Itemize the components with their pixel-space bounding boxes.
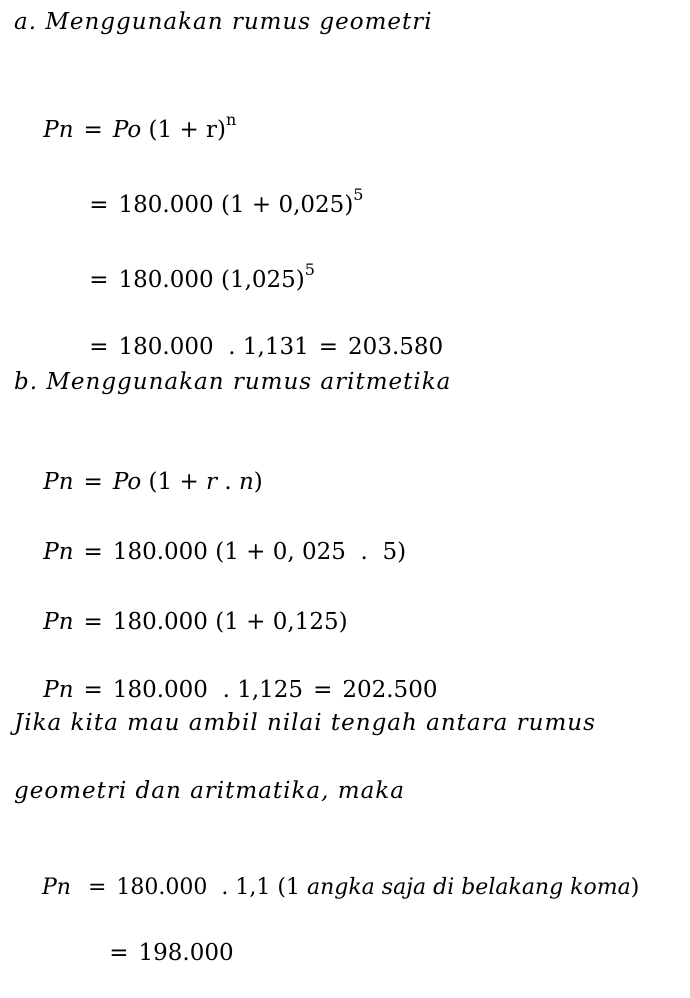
equals-sign: =: [89, 267, 109, 293]
note-close: ): [630, 875, 640, 900]
pn-symbol: Pn: [43, 677, 74, 703]
growth-factor: 1,131: [242, 334, 309, 360]
growth-base: (1 + r): [148, 117, 226, 143]
po-symbol: Po: [112, 117, 142, 143]
pn-symbol: Pn: [43, 469, 74, 495]
initial-value: 180.000: [112, 677, 208, 703]
initial-value: 180.000: [118, 267, 214, 293]
paren-close: ): [253, 469, 263, 495]
growth-factor: 1,125: [237, 677, 304, 703]
multiply-dot: .: [228, 334, 236, 360]
exponent: 5: [304, 260, 315, 279]
pn-symbol: Pn: [41, 875, 71, 900]
equals-sign: =: [87, 875, 107, 900]
pn-symbol: Pn: [43, 117, 74, 143]
expression: (1 + 0,125): [215, 609, 348, 635]
growth-base: (1,025): [220, 267, 305, 293]
equals-sign: =: [83, 469, 103, 495]
equals-sign: =: [89, 334, 109, 360]
pn-symbol: Pn: [43, 609, 74, 635]
equals-sign: =: [318, 334, 339, 360]
equals-sign: =: [83, 609, 103, 635]
equals-sign: =: [89, 192, 109, 218]
growth-base: (1 + 0,025): [220, 192, 354, 218]
n-symbol: n: [238, 469, 254, 495]
initial-value: 180.000: [112, 609, 208, 635]
equals-sign: =: [313, 677, 333, 703]
middle-value-result: 198.000: [138, 940, 234, 966]
initial-value: 180.000: [118, 192, 214, 218]
equals-sign: =: [109, 940, 129, 966]
exponent: n: [226, 110, 237, 129]
multiply-dot: .: [222, 677, 230, 703]
initial-value: 180.000: [112, 539, 208, 565]
section-a-title: a. Menggunakan rumus geometri: [14, 9, 433, 35]
section-b-title: b. Menggunakan rumus aritmetika: [14, 369, 452, 395]
equals-sign: =: [83, 677, 103, 703]
r-symbol: r: [206, 469, 218, 495]
equals-sign: =: [83, 117, 103, 143]
expression: (1 + 0, 025 . 5): [215, 539, 407, 565]
conclusion-line-2: geometri dan aritmatika, maka: [14, 778, 405, 804]
exponent: 5: [353, 185, 364, 204]
geometric-result: 203.580: [348, 334, 444, 360]
initial-value: 180.000: [118, 334, 214, 360]
po-symbol: Po: [112, 469, 142, 495]
initial-value: 180.000: [116, 875, 208, 900]
conclusion-line-1: Jika kita mau ambil nilai tengah antara rumus: [14, 710, 596, 736]
paren-open: (1 +: [148, 469, 207, 495]
pn-symbol: Pn: [43, 539, 74, 565]
note-text: angka saja di belakang koma: [306, 875, 631, 900]
arithmetic-result: 202.500: [342, 677, 438, 703]
note-open: (1: [277, 875, 307, 900]
growth-factor: 1,1: [235, 875, 271, 900]
final-result: [70, 908, 234, 998]
multiply-dot: .: [221, 875, 229, 900]
equals-sign: =: [83, 539, 103, 565]
multiply-dot: .: [217, 469, 239, 495]
